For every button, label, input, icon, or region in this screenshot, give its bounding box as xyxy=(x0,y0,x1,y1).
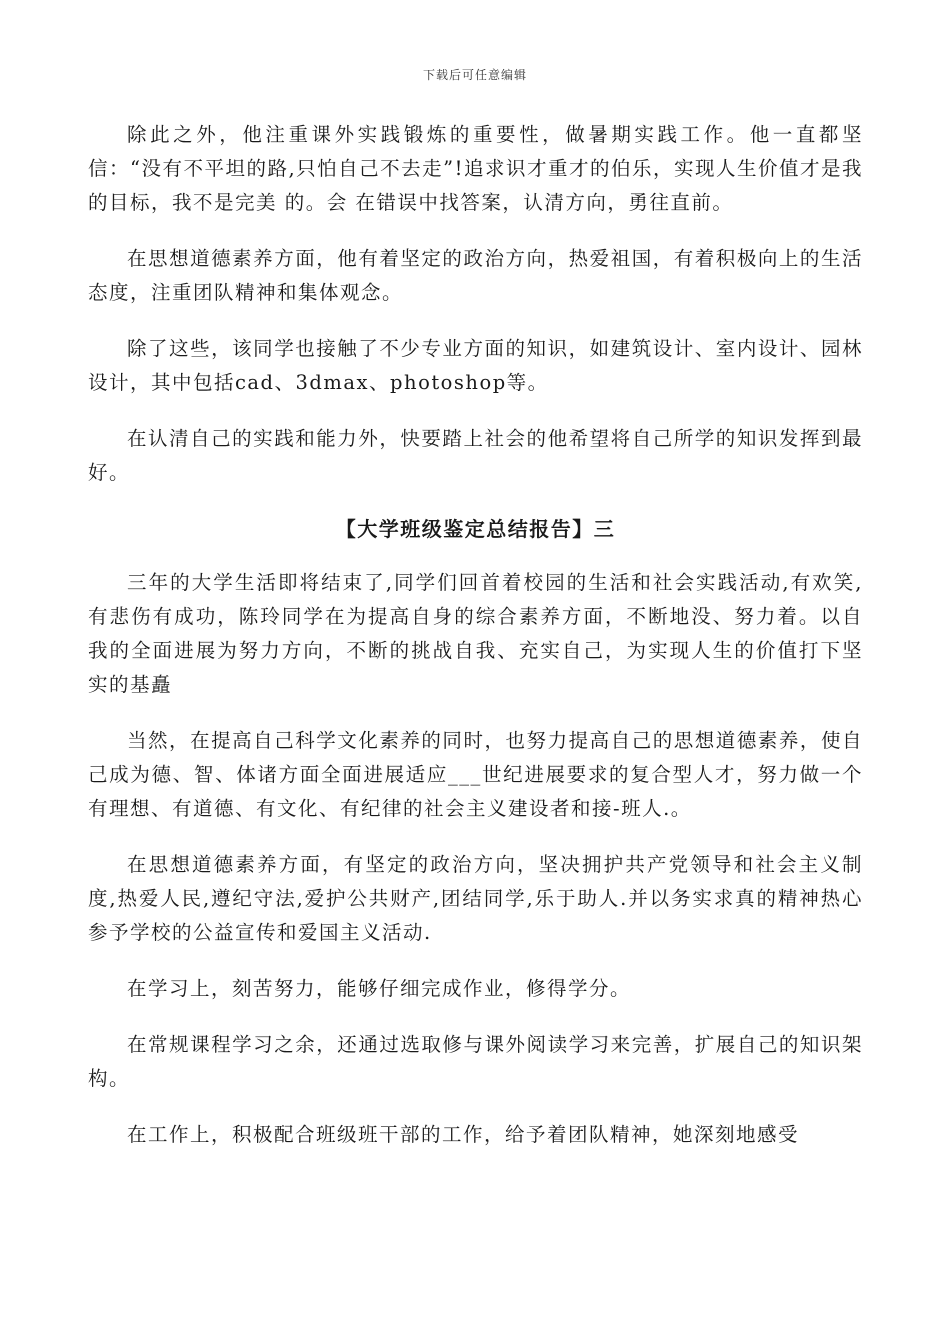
paragraph-work: 在工作上，积极配合班级班干部的工作，给予着团队精神，她深刻地感受 xyxy=(127,1123,800,1146)
paragraph-study: 在学习上，刻苦努力，能够仔细完成作业，修得学分。 xyxy=(127,977,632,1000)
page-header-note: 下载后可任意编辑 xyxy=(422,68,527,82)
paragraph-extracurricular: 在常规课程学习之余，还通过选取修与课外阅读学习来完善，扩展自己的知识架构。 xyxy=(88,1033,863,1090)
paragraph-self-improvement: 当然，在提高自己科学文化素养的同时，也努力提高自己的思想道德素养，使自己成为德、智、体诸方面全面进展适应___世纪进展要求的复合型人才，努力做一个有理想、有道德、有文化、有纪律的社会主义建设者和接-班人.。 xyxy=(88,729,863,820)
paragraph-university-life: 三年的大学生活即将结束了,同学们回首着校园的生活和社会实践活动,有欢笑,有悲伤有成功，陈玲同学在为提高自身的综合素养方面，不断地没、努力着。以自我的全面进展为努力方向，不断的挑战自我、充实自己，为实现人生的价值打下坚实的基矗 xyxy=(88,571,863,696)
paragraph-moral-character: 在思想道德素养方面，他有着坚定的政治方向，热爱祖国，有着积极向上的生活态度，注重团队精神和集体观念。 xyxy=(88,247,863,304)
document-body xyxy=(88,118,863,1174)
section-title: 【大学班级鉴定总结报告】三 xyxy=(335,517,616,541)
paragraph-political-stance: 在思想道德素养方面，有坚定的政治方向，坚决拥护共产党领导和社会主义制度,热爱人民,遵纪守法,爱护公共财产,团结同学,乐于助人.并以务实求真的精神热心参予学校的公益宣传和爱国主义活动. xyxy=(88,853,863,944)
paragraph-professional-skills: 除了这些，该同学也接触了不少专业方面的知识，如建筑设计、室内设计、园林设计，其中包括cad、3dmax、photoshop等。 xyxy=(88,337,863,394)
paragraph-practice: 除此之外，他注重课外实践锻炼的重要性，做暑期实践工作。他一直都坚信：“没有不平坦的路,只怕自己不去走”!追求识才重才的伯乐，实现人生价值才是我的目标，我不是完美 的。会 在错误中找答案，认清方向，勇往直前。 xyxy=(88,123,863,214)
paragraph-outlook: 在认清自己的实践和能力外，快要踏上社会的他希望将自己所学的知识发挥到最好。 xyxy=(88,427,863,484)
